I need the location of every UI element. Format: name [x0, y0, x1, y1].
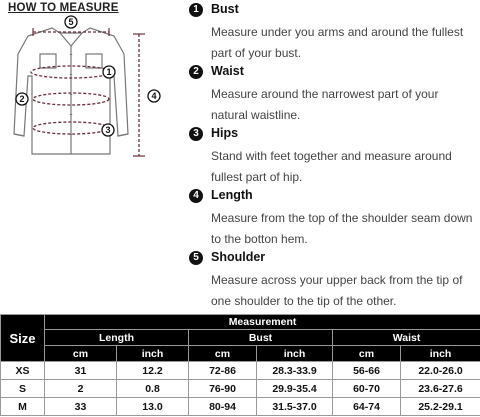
- step-description: Measure from the top of the shoulder seam down to the botton hem.: [211, 211, 473, 246]
- page-heading: HOW TO MEASURE: [8, 2, 119, 14]
- marker-5: [65, 16, 77, 28]
- size-cell: M: [1, 398, 45, 416]
- table-row: [1, 362, 480, 380]
- unit-header: inch: [401, 346, 480, 362]
- table-cell: 60-70: [333, 380, 401, 398]
- svg-text:1: 1: [106, 67, 112, 77]
- table-cell: 29.9-35.4: [257, 380, 333, 398]
- table-cell: 31.5-37.0: [257, 398, 333, 416]
- marker-1: [103, 66, 115, 78]
- unit-header: cm: [333, 346, 401, 362]
- unit-header: cm: [189, 346, 257, 362]
- unit-header: cm: [45, 346, 117, 362]
- tape-measure-lines: [31, 32, 139, 156]
- table-row: [1, 398, 480, 416]
- size-cell: S: [1, 380, 45, 398]
- table-cell: 80-94: [189, 398, 257, 416]
- group-header-length: Length: [45, 330, 189, 346]
- step-title: Length: [211, 188, 253, 202]
- table-cell: 22.0-26.0: [401, 362, 480, 380]
- step-number: 5: [189, 251, 203, 265]
- table-cell: 12.2: [117, 362, 189, 380]
- svg-text:5: 5: [68, 17, 74, 27]
- measurement-header: Measurement: [45, 315, 480, 330]
- size-header: Size: [1, 315, 45, 362]
- unit-header: inch: [257, 346, 333, 362]
- table-row: [1, 380, 480, 398]
- marker-3: [102, 124, 114, 136]
- size-cell: XS: [1, 362, 45, 380]
- table-cell: 28.3-33.9: [257, 362, 333, 380]
- table-cell: 56-66: [333, 362, 401, 380]
- table-cell: 2: [45, 380, 117, 398]
- svg-text:4: 4: [151, 91, 157, 101]
- table-cell: 72-86: [189, 362, 257, 380]
- marker-4: [148, 90, 160, 102]
- table-cell: 0.8: [117, 380, 189, 398]
- table-cell: 64-74: [333, 398, 401, 416]
- table-cell: 25.2-29.1: [401, 398, 480, 416]
- step-description: Measure under you arms and around the fullest part of your bust.: [211, 25, 464, 60]
- svg-text:3: 3: [105, 125, 111, 135]
- step-description: Stand with feet together and measure around fullest part of hip.: [211, 149, 452, 184]
- step-title: Bust: [211, 2, 239, 16]
- step-title: Hips: [211, 126, 239, 140]
- group-header-waist: Waist: [333, 330, 480, 346]
- shirt-diagram: [0, 14, 175, 164]
- step-number: 1: [189, 3, 203, 17]
- table-cell: 76-90: [189, 380, 257, 398]
- unit-header: inch: [117, 346, 189, 362]
- step-title: Shoulder: [211, 250, 266, 264]
- step-number: 3: [189, 127, 203, 141]
- step-number: 2: [189, 65, 203, 79]
- svg-text:2: 2: [19, 94, 25, 104]
- step-title: Waist: [211, 64, 244, 78]
- step-description: Measure across your upper back from the tip of one shoulder to the tip of the other.: [211, 273, 463, 308]
- table-cell: 31: [45, 362, 117, 380]
- step-description: Measure around the narrowest part of your natural waistline.: [211, 87, 439, 122]
- marker-2: [16, 93, 28, 105]
- group-header-bust: Bust: [189, 330, 333, 346]
- size-chart-table: [0, 314, 480, 416]
- table-cell: 33: [45, 398, 117, 416]
- step-number: 4: [189, 189, 203, 203]
- table-cell: 23.6-27.6: [401, 380, 480, 398]
- table-cell: 13.0: [117, 398, 189, 416]
